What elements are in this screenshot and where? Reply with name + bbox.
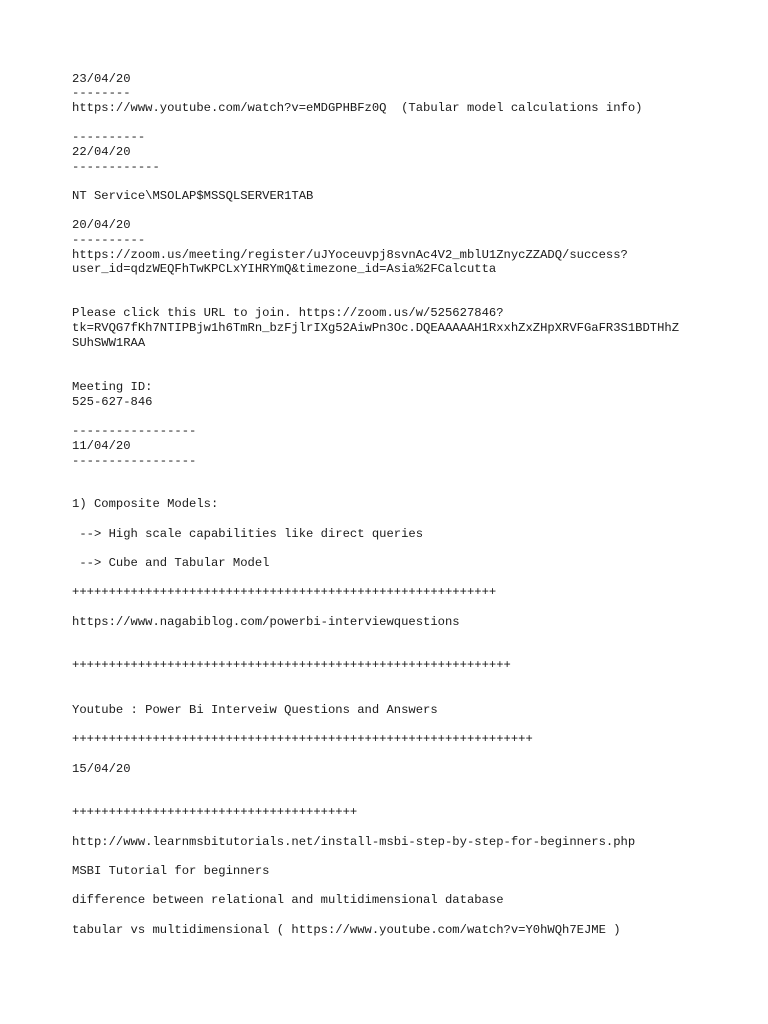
zoom-join-line: Please click this URL to join. https://zoom.us/w/525627846?: [72, 306, 504, 320]
meeting-id-value: 525-627-846: [72, 395, 153, 409]
date-heading: 20/04/20: [72, 218, 131, 232]
separator: -----------------: [72, 424, 197, 438]
note-line: difference between relational and multidimensional database: [72, 893, 504, 907]
date-heading: 22/04/20: [72, 145, 131, 159]
bullet-item: --> High scale capabilities like direct queries: [72, 527, 424, 541]
youtube-note-line: Youtube : Power Bi Interveiw Questions and Answers: [72, 703, 438, 717]
zoom-join-token-continued: SUhSWW1RAA: [72, 336, 146, 350]
note-line: MSBI Tutorial for beginners: [72, 864, 270, 878]
separator: -----------------: [72, 454, 197, 468]
date-heading: 23/04/20: [72, 72, 131, 86]
plus-separator: ++++++++++++++++++++++++++++++++++++++++++++++++++++++++++++: [72, 658, 511, 672]
separator: ------------: [72, 160, 160, 174]
service-account-line: NT Service\MSOLAP$MSSQLSERVER1TAB: [72, 189, 314, 203]
note-line: tabular vs multidimensional ( https://www.youtube.com/watch?v=Y0hWQh7EJME ): [72, 923, 621, 937]
separator: ----------: [72, 130, 146, 144]
date-heading: 15/04/20: [72, 762, 131, 776]
zoom-register-url-continued: user_id=qdzWEQFhTwKPCLxYIHRYmQ&timezone_id=Asia%2FCalcutta: [72, 262, 497, 276]
bullet-item: --> Cube and Tabular Model: [72, 556, 270, 570]
blog-link-line: https://www.nagabiblog.com/powerbi-interviewquestions: [72, 615, 460, 629]
separator: --------: [72, 86, 131, 100]
zoom-register-url: https://zoom.us/meeting/register/uJYoceuvpj8svnAc4V2_mblU1ZnycZZADQ/success?: [72, 248, 628, 262]
zoom-join-token: tk=RVQG7fKh7NTIPBjw1h6TmRn_bzFjlrIXg52AiwPn3Oc.DQEAAAAAH1RxxhZxZHpXRVFGaFR3S1BDTHhZ: [72, 321, 680, 335]
separator: ----------: [72, 233, 146, 247]
date-heading: 11/04/20: [72, 439, 131, 453]
plus-separator: ++++++++++++++++++++++++++++++++++++++++++++++++++++++++++: [72, 585, 497, 599]
meeting-id-label: Meeting ID:: [72, 380, 153, 394]
youtube-link-line: https://www.youtube.com/watch?v=eMDGPHBFz0Q (Tabular model calculations info): [72, 101, 643, 115]
plus-separator: +++++++++++++++++++++++++++++++++++++++: [72, 805, 358, 819]
tutorial-link-line: http://www.learnmsbitutorials.net/install-msbi-step-by-step-for-beginners.php: [72, 835, 636, 849]
topic-heading: 1) Composite Models:: [72, 497, 219, 511]
plus-separator: +++++++++++++++++++++++++++++++++++++++++++++++++++++++++++++++: [72, 732, 533, 746]
